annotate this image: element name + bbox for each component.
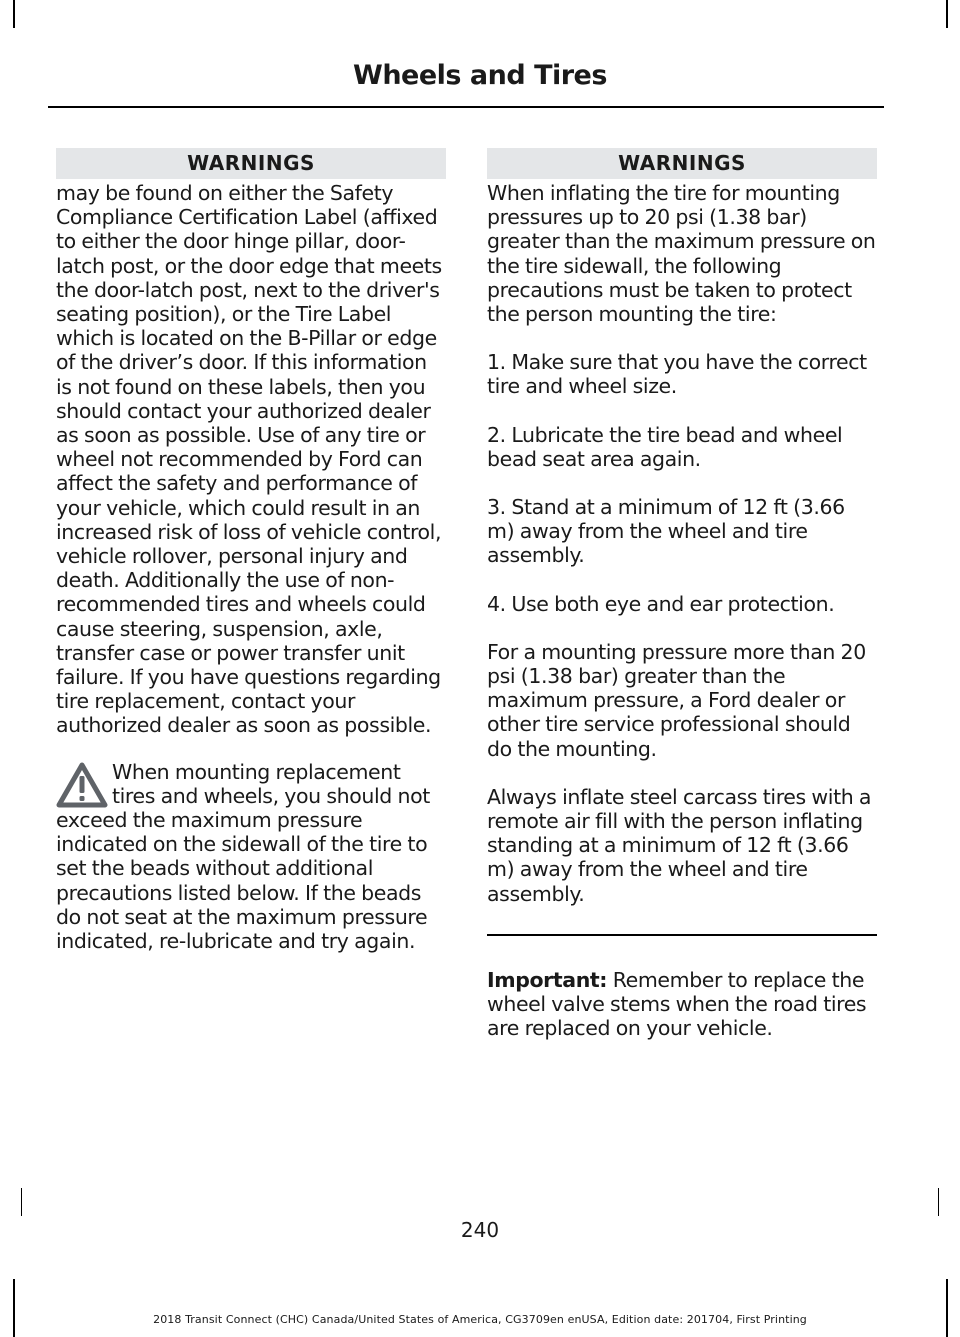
page-number: 240	[460, 1218, 500, 1242]
mounting-pressure-text: For a mounting pressure more than 20 psi (1.38 bar) greater than the maximum pressure, a Ford dealer or other tire service professional should do the mounting.	[487, 639, 866, 761]
right-column	[487, 148, 877, 1040]
crop-mark-top-right	[946, 0, 948, 28]
page-title: Wheels and Tires	[353, 60, 607, 91]
step-1: 1. Make sure that you have the correct tire and wheel size.	[487, 350, 867, 399]
caution-block	[56, 760, 446, 954]
step-3: 3. Stand at a minimum of 12 ft (3.66 m) away from the wheel and tire assembly.	[487, 495, 845, 568]
important-text: Remember to replace the wheel valve stems when the road tires are replaced on your vehicle.	[487, 967, 867, 1041]
header-divider	[48, 106, 884, 108]
left-column	[56, 148, 446, 953]
crop-mark-side-right	[938, 1188, 939, 1216]
crop-mark-top-left	[13, 0, 15, 28]
important-note	[487, 968, 877, 1041]
crop-mark-bottom-left	[13, 1279, 15, 1337]
footer-edition-info: 2018 Transit Connect (CHC) Canada/United States of America, CG3709en enUSA, Edition date: 201704, First Printing	[153, 1313, 807, 1326]
step-4: 4. Use both eye and ear protection.	[487, 591, 835, 616]
warnings-heading-right: WARNINGS	[487, 148, 877, 179]
steel-carcass-text: Always inflate steel carcass tires with a remote air fill with the person inflating standing at a minimum of 12 ft (3.66 m) away from the wheel and tire assembly.	[487, 784, 872, 906]
crop-mark-bottom-right	[946, 1279, 948, 1337]
crop-mark-side-left	[21, 1188, 22, 1216]
inflation-intro-text: When inflating the tire for mounting pressures up to 20 psi (1.38 bar) greater than the maximum pressure on the tire sidewall, the following precautions must be taken to protect the person mounting the tire:	[487, 181, 876, 327]
section-divider	[487, 934, 877, 936]
step-2: 2. Lubricate the tire bead and wheel bead seat area again.	[487, 422, 843, 471]
warning-continuation-text: may be found on either the Safety Compliance Certification Label (affixed to either the door hinge pillar, door-latch post, or the door edge that meets the door-latch post, next to the driver's seating position), or the Tire Label which is located on the B-Pillar or edge of the driver’s door. If this information is not found on these labels, then you should contact your authorized dealer as soon as possible. Use of any tire or wheel not recommended by Ford can affect the safety and performance of your vehicle, which could result in an increased risk of loss of vehicle control, vehicle rollover, personal injury and death. Additionally the use of non-recommended tires and wheels could cause steering, suspension, axle, transfer case or power transfer unit failure. If you have questions regarding tire replacement, contact your authorized dealer as soon as possible.	[56, 181, 442, 738]
warning-triangle-icon	[56, 762, 108, 808]
warnings-heading-left: WARNINGS	[56, 148, 446, 179]
important-label: Important:	[487, 967, 608, 992]
caution-text: When mounting replacement tires and wheels, you should not exceed the maximum pressure indicated on the sidewall of the tire to set the beads without additional precautions listed below. If the beads do not seat at the maximum pressure indicated, re-lubricate and try again.	[56, 759, 430, 954]
